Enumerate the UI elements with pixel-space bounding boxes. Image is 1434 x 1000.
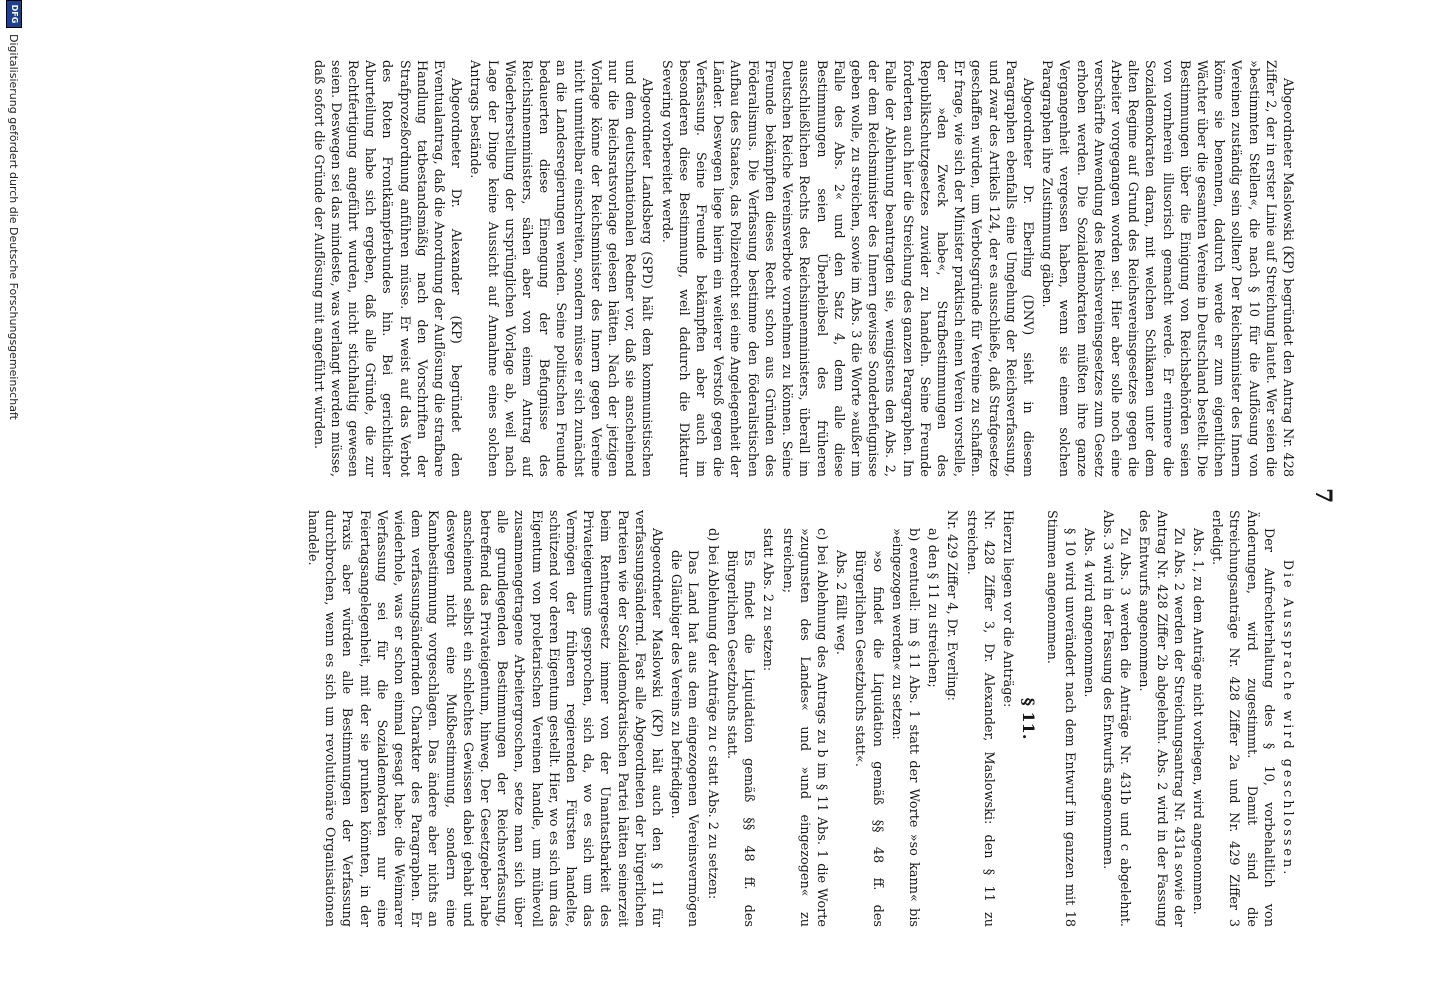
paragraph-everling: Abgeordneter Dr. Eberling (DNV) sieht in diesem Paragraphen ebenfalls eine Umgehung der Reichsverfassung, und zwar des Artikels 124, der es ausschließe, daß Strafgesetze geschaffen würden, um Verbotsgründe für Vereine zu schaffen. Er frage, wie sich der Minister praktisch einen Verein vorstelle, der »den Zweck habe«, Strafbestimmungen des Republikschutzgesetzes zuwider zu handeln. Seine Freunde forderten auch hier die Streichung des ganzen Paragraphen. Im Falle der Ablehnung beantragten sie, wenigstens den Abs. 2, der dem Reichsminister des Innern gewisse Sonderbefugnisse geben wolle, zu streichen, sowie im Abs. 3 die Worte »außer im Falle des Abs. 2« und den Satz 4, denn alle diese Bestimmungen seien Überbleibsel des früheren ausschließlichen Rechts des Reichsinnenministers, überall im Deutschen Reiche Vereinsverbote vornehmen zu können. Seine Freunde bekämpften dieses Recht schon aus Gründen des Föderalismus. Die Verfassung bestimme den föderalistischen Aufbau des Staates, das Polizeirecht sei eine Angelegenheit der Länder. Deswegen liege hierin ein weiterer Verstoß gegen die Verfassung. Seine Freunde bekämpften aber auch im besonderen diese Bestimmung, weil dadurch die Diktatur Severing vorbereitet werde. <box>658 60 1035 477</box>
antrag-429: Nr. 429 Ziffer 4, Dr. Everling: <box>944 510 960 701</box>
right-text-column <box>146 510 1296 927</box>
left-text-column <box>146 60 1296 477</box>
dfg-logo-icon: DFG <box>6 0 22 28</box>
footer-text: Digitalisierung gefördert durch die Deutsche Forschungsgemeinschaft <box>7 34 21 420</box>
paragraph-abs1: Abs. 1, zu dem Anträge nicht vorliegen, wird angenommen. <box>1189 528 1205 915</box>
digitization-footer <box>4 0 24 1000</box>
antrag-item-c-abs2: statt Abs. 2 zu setzen: <box>760 528 776 672</box>
antraege-intro: Hierzu liegen vor die Anträge: <box>999 510 1015 708</box>
antrag-item-c: c) bei Ablehnung des Antrags zu b im § 11 Abs. 1 die Worte »zugunsten des Landes« und »und eingezogen« zu streichen; <box>779 528 829 927</box>
paragraph-abs3: Zu Abs. 3 werden die Anträge Nr. 431b und c abgelehnt. Abs. 3 wird in der Fassung des Entwurfs angenommen. <box>1099 510 1133 927</box>
closing-statement: Die Aussprache wird geschlossen. <box>1280 559 1295 878</box>
paragraph-abs4: Abs. 4 wird angenommen. <box>1080 528 1096 698</box>
antrag-item-d-quote: Das Land hat aus dem eingezogenen Vereinsvermögen die Gläubiger des Vereins zu befriedigen. <box>668 550 701 927</box>
antrag-item-a: a) den § 11 zu streichen; <box>925 528 941 688</box>
paragraph-alexander: Abgeordneter Dr. Alexander (KP) begründet den Eventualantrag, daß die Anordnung der Auflösung die strafbare Handlung tatbestandsmäßig nach den Vorschriften der Strafprozeßordnung anführen müsse. Er weist auf das Verbot des Roten Frontkämpferbundes hin. Bei gerichtlicher Aburteilung habe sich ergeben, daß alle Gründe, die zur Rechtfertigung angeführt wurden, nicht stichhaltig gewesen seien. Deswegen sei das mindeste, was verlangt werden müsse, daß sofort die Gründe der Auflösung mit angeführt würden. <box>310 60 464 477</box>
antrag-item-d: d) bei Ablehnung der Anträge zu c statt Abs. 2 zu setzen: <box>704 528 720 900</box>
antrag-item-b: b) eventuell: im § 11 Abs. 1 statt der Worte »so kann« bis »eingezogen werden« zu setzen: <box>888 528 921 927</box>
antrag-item-b-abs2: Abs. 2 fällt weg. <box>833 550 849 655</box>
antrag-item-c-quote: Es findet die Liquidation gemäß §§ 48 ff. des Bürgerlichen Gesetzbuchs statt. <box>723 550 757 927</box>
section-heading: § 11. <box>1019 697 1039 740</box>
paragraph-section10-total: § 10 wird unverändert nach dem Entwurf im ganzen mit 18 Stimmen angenommen. <box>1044 510 1077 927</box>
paragraph-aufrechterhaltung: Der Aufrechterhaltung des § 10, vorbehaltlich von Änderungen, wird zugestimmt. Damit sind die Streichungsanträge Nr. 428 Ziffer 2a und Nr. 429 Ziffer 3 erledigt. <box>1209 510 1276 927</box>
antrag-item-b-quote: »so findet die Liquidation gemäß §§ 48 ff. des Bürgerlichen Gesetzbuchs statt«. <box>852 550 885 927</box>
paragraph-maslowski-section11: Abgeordneter Maslowski (KP) hält auch den § 11 für verfassungsändernd. Fast alle Abgeordneten der bürgerlichen Parteien wie der Sozialdemokratischen Partei hätten seinerzeit beim Rentnergesetz immer von der Unantastbarkeit des Privateigentums gesprochen, sich da, wo es sich um das Vermögen der früheren regierenden Fürsten handelte, schützend vor deren Eigentum gestellt. Hier, wo es sich um das Eigentum von proletarischen Vereinen handle, um mühevoll zusammengetragene Arbeitergroschen, setze man sich über alle grundlegenden Bestimmungen der Reichsverfassung, betreffend das Privateigentum, hinweg. Der Gesetzgeber habe anscheinend selbst ein schlechtes Gewissen dabei gehabt und deswegen nicht eine Mußbestimmung, sondern eine Kannbestimmung vorgeschlagen. Das ändere aber nichts an dem verfassungsändernden Charakter des Paragraphen. Er wiederhole, was er schon einmal gesagt habe: die Weimarer Verfassung sei für die Sozialdemokraten nur eine Feiertagsangelegenheit, mit der sie prunken könnten, in der Praxis aber würden alle Bestimmungen der Verfassung durchbrochen, wenn es sich um revolutionäre Organisationen handele. <box>305 510 665 927</box>
antrag-428: Nr. 428 Ziffer 3, Dr. Alexander, Maslowski: den § 11 zu streichen. <box>963 510 996 927</box>
paragraph-abs2: Zu Abs. 2 werden der Streichungsantrag Nr. 431a sowie der Antrag Nr. 428 Ziffer 2b abgelehnt. Abs. 2 wird in der Fassung des Entwurfs angenommen. <box>1136 510 1186 927</box>
page-number: 7 <box>1310 488 1336 504</box>
paragraph-landsberg: Abgeordneter Landsberg (SPD) hält dem kommunistischen und dem deutschnationalen Redner vor, daß sie anscheinend nur die Reichsratsvorlage gelesen hätten. Nach der jetzigen Vorlage könne der Reichsminister des Innern gegen Vereine nicht unmittelbar einschreiten, sondern müsse er sich zunächst an die Landesregierungen wenden. Seine politischen Freunde bedauerten diese Einengung der Befugnisse des Reichsinnenministers, sähen aber von einem Antrag auf Wiederherstellung der ursprünglichen Vorlage ab, weil nach Lage der Dinge keine Aussicht auf Annahme eines solchen Antrags bestände. <box>467 60 655 477</box>
paragraph-maslowski: Abgeordneter Maslowski (KP) begründet den Antrag Nr. 428 Ziffer 2, der in erster Linie auf Streichung lautet. Wer seien die »bestimmten Stellen«, die nach § 10 für die Auflösung von Vereinen zuständig sein sollten? Der Reichsminister des Innern könne sie benennen, dadurch werde er zum eigentlichen Wächter über die gesamten Vereine in Deutschland bestellt. Die Bestimmungen über die Einigung von Reichsbehörden seien von vornherein illusorisch gemacht werde. Er erinnere die Sozialdemokraten daran, mit welchen Schikanen unter dem alten Regime auf Grund des Reichsvereinsgesetzes gegen die Arbeiter vorgegangen worden sei. Hier aber solle noch eine verschärfte Anwendung des Reichsvereinsgesetzes zum Gesetz erhoben werden. Die Sozialdemokraten müßten ihre ganze Vergangenheit vergessen haben, wenn sie einem solchen Paragraphen ihre Zustimmung gäben. <box>1039 60 1295 477</box>
